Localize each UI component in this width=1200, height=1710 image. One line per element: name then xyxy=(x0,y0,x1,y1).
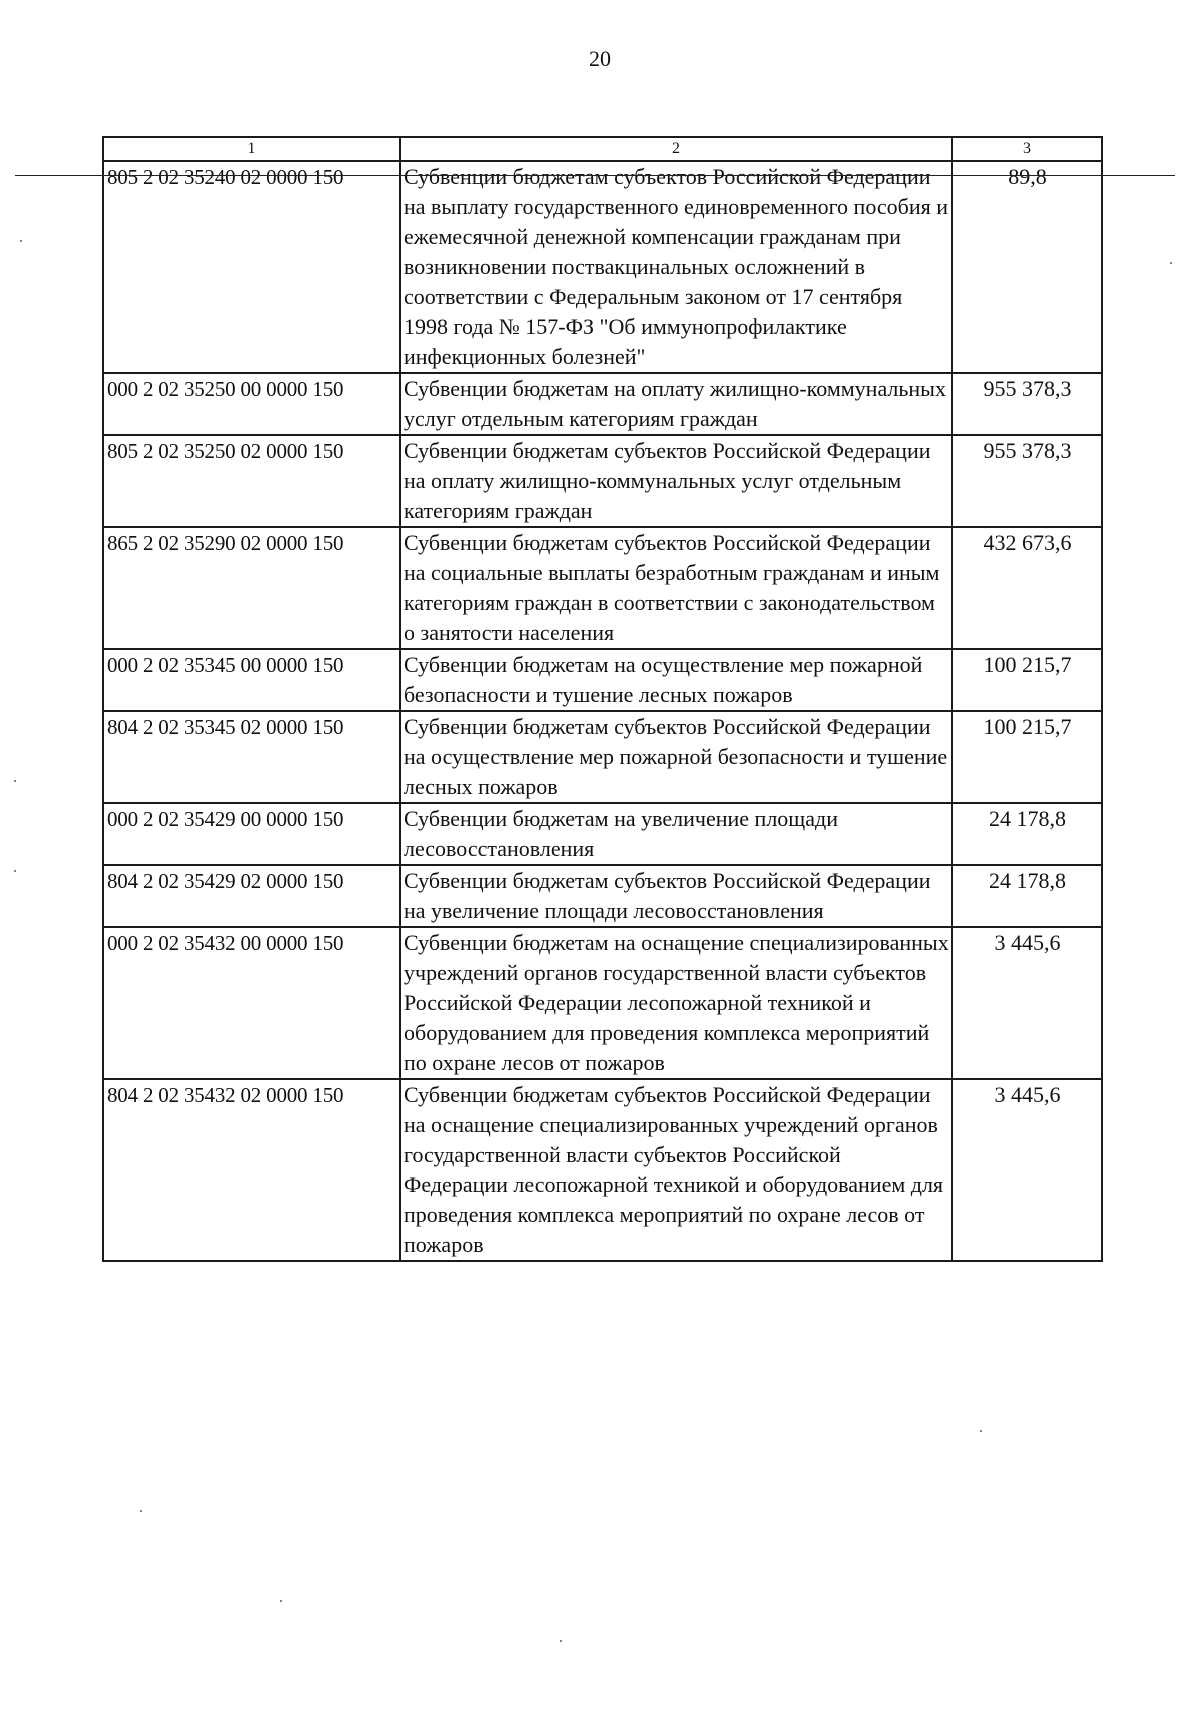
description-cell: Субвенции бюджетам субъектов Российской Федерации на выплату государственного единовременного пособия и ежемесячной денежной компенсации гражданам при возникновении поствакцинальных осложнений в соответствии с Федеральным законом от 17 сентября 1998 года № 157-ФЗ "Об иммунопрофилактике инфекционных болезней" xyxy=(400,161,952,373)
budget-code-cell: 804 2 02 35429 02 0000 150 xyxy=(103,865,400,927)
table-row xyxy=(103,161,1102,373)
amount-cell: 24 178,8 xyxy=(952,803,1102,865)
amount-cell: 24 178,8 xyxy=(952,865,1102,927)
strikethrough-line xyxy=(15,175,1175,176)
description-cell: Субвенции бюджетам субъектов Российской Федерации на оснащение специализированных учреждений органов государственной власти субъектов Российской Федерации лесопожарной техникой и оборудованием для проведения комплекса мероприятий по охране лесов от пожаров xyxy=(400,1079,952,1261)
table-row xyxy=(103,711,1102,803)
table-row xyxy=(103,527,1102,649)
budget-code-cell: 000 2 02 35250 00 0000 150 xyxy=(103,373,400,435)
budget-code-cell: 804 2 02 35432 02 0000 150 xyxy=(103,1079,400,1261)
amount-cell: 955 378,3 xyxy=(952,435,1102,527)
table-row xyxy=(103,803,1102,865)
scan-speck xyxy=(14,870,16,872)
description-cell: Субвенции бюджетам на осуществление мер пожарной безопасности и тушение лесных пожаров xyxy=(400,649,952,711)
table-row xyxy=(103,865,1102,927)
table-header-row xyxy=(103,137,1102,161)
amount-cell: 100 215,7 xyxy=(952,711,1102,803)
budget-code-cell: 805 2 02 35240 02 0000 150 xyxy=(103,161,400,373)
budget-table xyxy=(102,136,1103,1262)
description-cell: Субвенции бюджетам на оплату жилищно-коммунальных услуг отдельным категориям граждан xyxy=(400,373,952,435)
scan-speck xyxy=(280,1600,282,1602)
amount-cell: 89,8 xyxy=(952,161,1102,373)
budget-code-cell: 000 2 02 35429 00 0000 150 xyxy=(103,803,400,865)
budget-code-cell: 804 2 02 35345 02 0000 150 xyxy=(103,711,400,803)
scan-speck xyxy=(140,1510,142,1512)
scan-speck xyxy=(1170,262,1172,264)
scan-speck xyxy=(980,1430,982,1432)
description-cell: Субвенции бюджетам на увеличение площади лесовосстановления xyxy=(400,803,952,865)
budget-code-cell: 000 2 02 35345 00 0000 150 xyxy=(103,649,400,711)
description-cell: Субвенции бюджетам на оснащение специализированных учреждений органов государственной власти субъектов Российской Федерации лесопожарной техникой и оборудованием для проведения комплекса мероприятий по охране лесов от пожаров xyxy=(400,927,952,1079)
description-cell: Субвенции бюджетам субъектов Российской Федерации на осуществление мер пожарной безопасности и тушение лесных пожаров xyxy=(400,711,952,803)
description-cell: Субвенции бюджетам субъектов Российской Федерации на оплату жилищно-коммунальных услуг отдельным категориям граждан xyxy=(400,435,952,527)
budget-code-cell: 000 2 02 35432 00 0000 150 xyxy=(103,927,400,1079)
table-row xyxy=(103,649,1102,711)
description-cell: Субвенции бюджетам субъектов Российской Федерации на социальные выплаты безработным гражданам и иным категориям граждан в соответствии с законодательством о занятости населения xyxy=(400,527,952,649)
table-row xyxy=(103,1079,1102,1261)
scan-speck xyxy=(20,240,22,242)
amount-cell: 955 378,3 xyxy=(952,373,1102,435)
page-number: 20 xyxy=(589,46,611,71)
scan-speck xyxy=(14,780,16,782)
description-cell: Субвенции бюджетам субъектов Российской Федерации на увеличение площади лесовосстановления xyxy=(400,865,952,927)
column-header-1: 1 xyxy=(103,137,400,161)
table-row xyxy=(103,373,1102,435)
budget-code-cell: 865 2 02 35290 02 0000 150 xyxy=(103,527,400,649)
amount-cell: 100 215,7 xyxy=(952,649,1102,711)
amount-cell: 3 445,6 xyxy=(952,927,1102,1079)
table-row xyxy=(103,927,1102,1079)
amount-cell: 432 673,6 xyxy=(952,527,1102,649)
column-header-2: 2 xyxy=(400,137,952,161)
table-row xyxy=(103,435,1102,527)
budget-code-cell: 805 2 02 35250 02 0000 150 xyxy=(103,435,400,527)
column-header-3: 3 xyxy=(952,137,1102,161)
scan-speck xyxy=(560,1640,562,1642)
amount-cell: 3 445,6 xyxy=(952,1079,1102,1261)
